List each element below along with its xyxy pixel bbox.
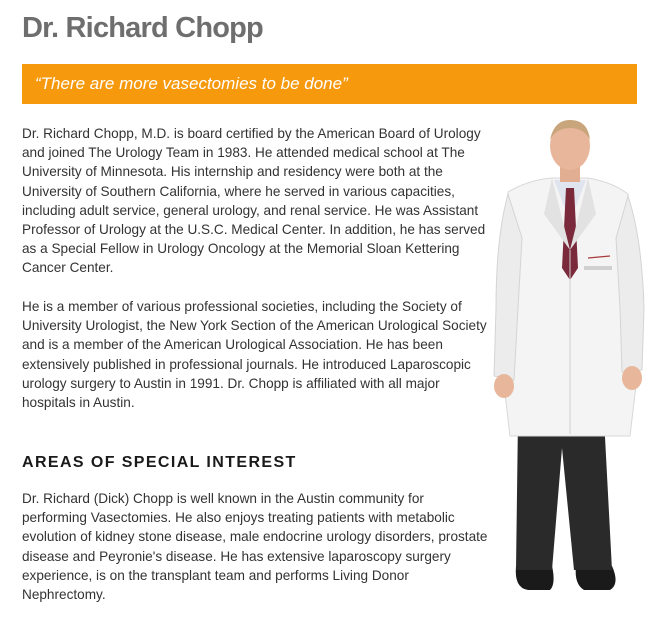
- doctor-photo: [488, 118, 648, 598]
- bio-paragraph-2: He is a member of various professional societies, including the Society of University Urologist, the New York Section of the American Urological Society and is a member of the American Urological Association. He has been extensively published in professional journals. He introduced Laparoscopic urology surgery to Austin in 1991. Dr. Chopp is affiliated with all major hospitals in Austin.: [22, 299, 487, 411]
- page-title: Dr. Richard Chopp: [22, 12, 263, 44]
- bio-paragraph-1: Dr. Richard Chopp, M.D. is board certified by the American Board of Urology and joined The Urology Team in 1983. He attended medical school at The University of Minnesota. His internship and residency were both at the University of Southern California, where he served in various capacities, including adult service, general urology, and renal service. He was Assistant Professor of Urology at the U.S.C. Medical Center. In addition, he has served as a Special Fellow in Urology Oncology at the Memorial Sloan Kettering Cancer Center.: [22, 126, 486, 276]
- quote-banner: [22, 64, 637, 104]
- interests-heading: AREAS OF SPECIAL INTEREST: [22, 454, 297, 471]
- interests-paragraph: Dr. Richard (Dick) Chopp is well known in the Austin community for performing Vasectomies. He also enjoys treating patients with metabolic evolution of kidney stone disease, male endocrine urology disorders, prostate disease and Peyronie's disease. He has extensive laparoscopy surgery experience, is on the transplant team and performs Living Donor Nephrectomy.: [22, 491, 488, 603]
- quote-text: “There are more vasectomies to be done”: [35, 74, 348, 93]
